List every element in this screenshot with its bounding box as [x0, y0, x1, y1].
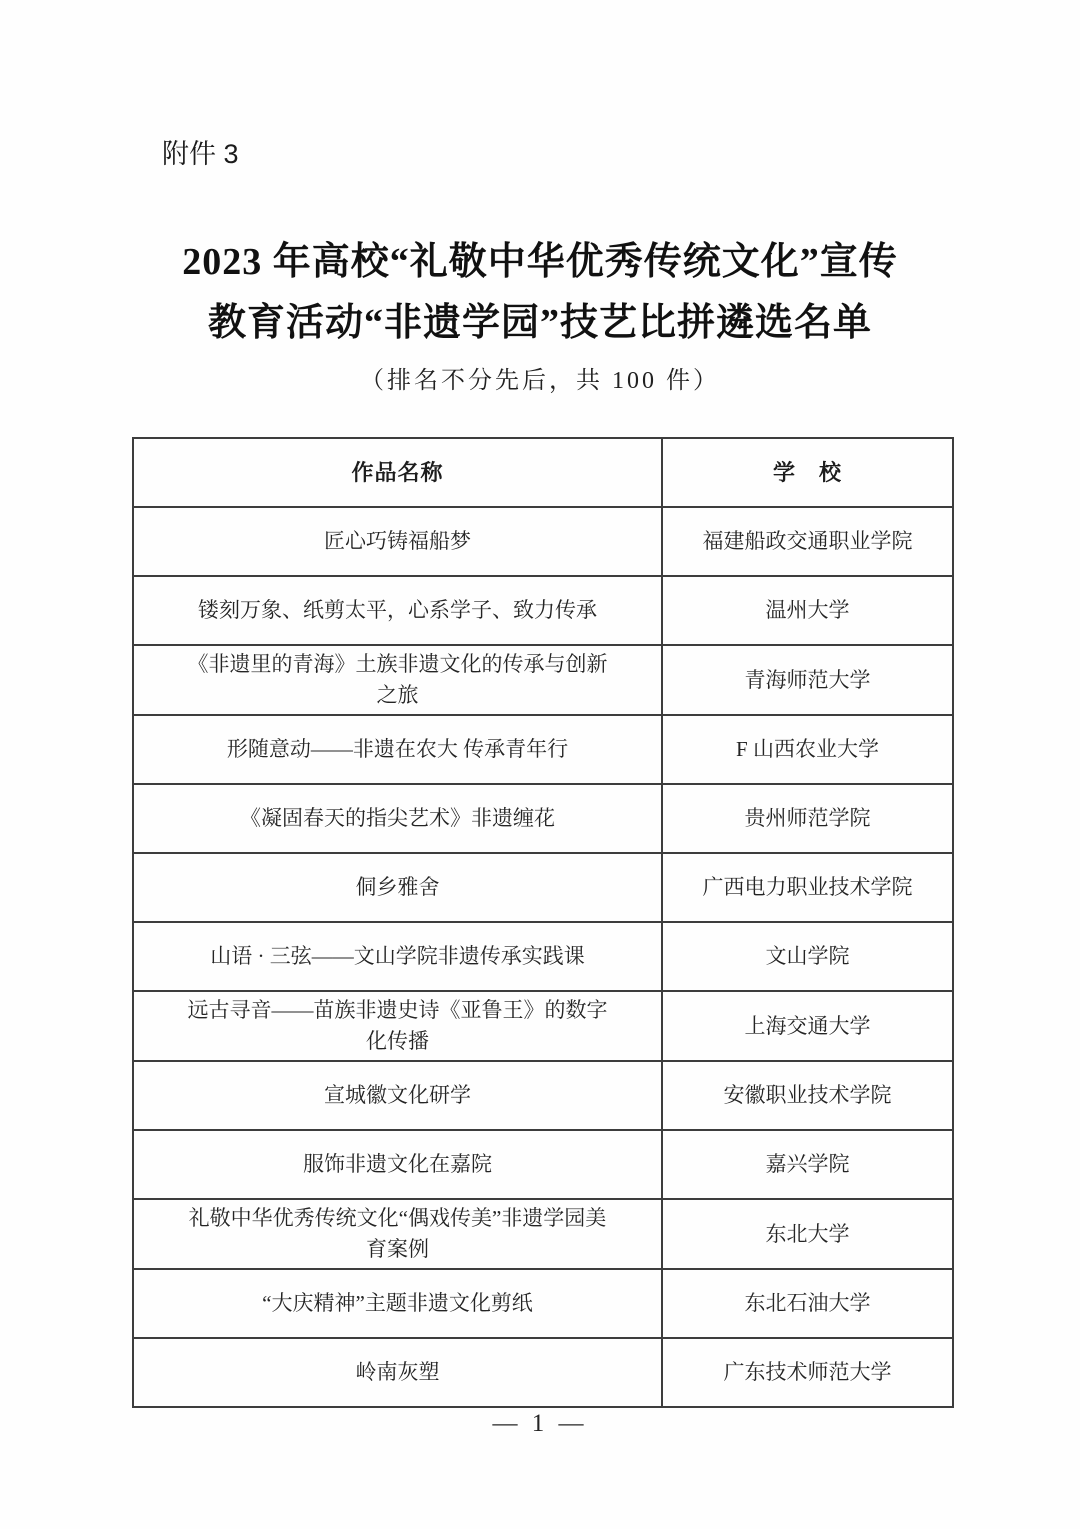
- document-title: [0, 232, 1080, 354]
- school-cell: 嘉兴学院: [662, 1130, 953, 1199]
- document-subtitle: （排名不分先后，共 100 件）: [360, 368, 720, 394]
- school-cell: 福建船政交通职业学院: [662, 507, 953, 576]
- work-name-cell: 山语 · 三弦——文山学院非遗传承实践课: [133, 922, 662, 991]
- work-name-cell: 《非遗里的青海》土族非遗文化的传承与创新之旅: [133, 645, 662, 715]
- table-row: [133, 576, 953, 645]
- school-cell: 广西电力职业技术学院: [662, 853, 953, 922]
- work-name-cell: 匠心巧铸福船梦: [133, 507, 662, 576]
- school-cell: 东北石油大学: [662, 1269, 953, 1338]
- work-name-cell: 礼敬中华优秀传统文化“偶戏传美”非遗学园美育案例: [133, 1199, 662, 1269]
- table-row: [133, 1199, 953, 1269]
- table-row: [133, 1061, 953, 1130]
- table-row: [133, 922, 953, 991]
- school-cell: 温州大学: [662, 576, 953, 645]
- work-name-cell: 远古寻音——苗族非遗史诗《亚鲁王》的数字化传播: [133, 991, 662, 1061]
- works-table: [132, 437, 954, 1408]
- table-row: [133, 991, 953, 1061]
- school-cell: 安徽职业技术学院: [662, 1061, 953, 1130]
- attachment-label: 附件 3: [162, 139, 239, 169]
- school-cell: 东北大学: [662, 1199, 953, 1269]
- school-cell: 文山学院: [662, 922, 953, 991]
- school-cell: 广东技术师范大学: [662, 1338, 953, 1407]
- table-row: [133, 645, 953, 715]
- table-row: [133, 1130, 953, 1199]
- table-row: [133, 853, 953, 922]
- column-header-work-name: 作品名称: [133, 438, 662, 507]
- table-row: [133, 784, 953, 853]
- table-header-row: [133, 438, 953, 507]
- table-row: [133, 1338, 953, 1407]
- work-name-cell: “大庆精神”主题非遗文化剪纸: [133, 1269, 662, 1338]
- page-number: — 1 —: [492, 1410, 588, 1437]
- table-row: [133, 507, 953, 576]
- table-row: [133, 1269, 953, 1338]
- work-name-cell: 形随意动——非遗在农大 传承青年行: [133, 715, 662, 784]
- work-name-cell: 侗乡雅舍: [133, 853, 662, 922]
- title-line-1: 2023 年高校“礼敬中华优秀传统文化”宣传: [182, 241, 898, 283]
- school-cell: 青海师范大学: [662, 645, 953, 715]
- work-name-cell: 服饰非遗文化在嘉院: [133, 1130, 662, 1199]
- table-row: [133, 715, 953, 784]
- work-name-cell: 岭南灰塑: [133, 1338, 662, 1407]
- column-header-school: 学 校: [662, 438, 953, 507]
- work-name-cell: 宣城徽文化研学: [133, 1061, 662, 1130]
- work-name-cell: 《凝固春天的指尖艺术》非遗缠花: [133, 784, 662, 853]
- school-cell: F 山西农业大学: [662, 715, 953, 784]
- title-line-2: 教育活动“非遗学园”技艺比拼遴选名单: [207, 302, 872, 344]
- school-cell: 上海交通大学: [662, 991, 953, 1061]
- school-cell: 贵州师范学院: [662, 784, 953, 853]
- works-table-body: [133, 507, 953, 1407]
- work-name-cell: 镂刻万象、纸剪太平，心系学子、致力传承: [133, 576, 662, 645]
